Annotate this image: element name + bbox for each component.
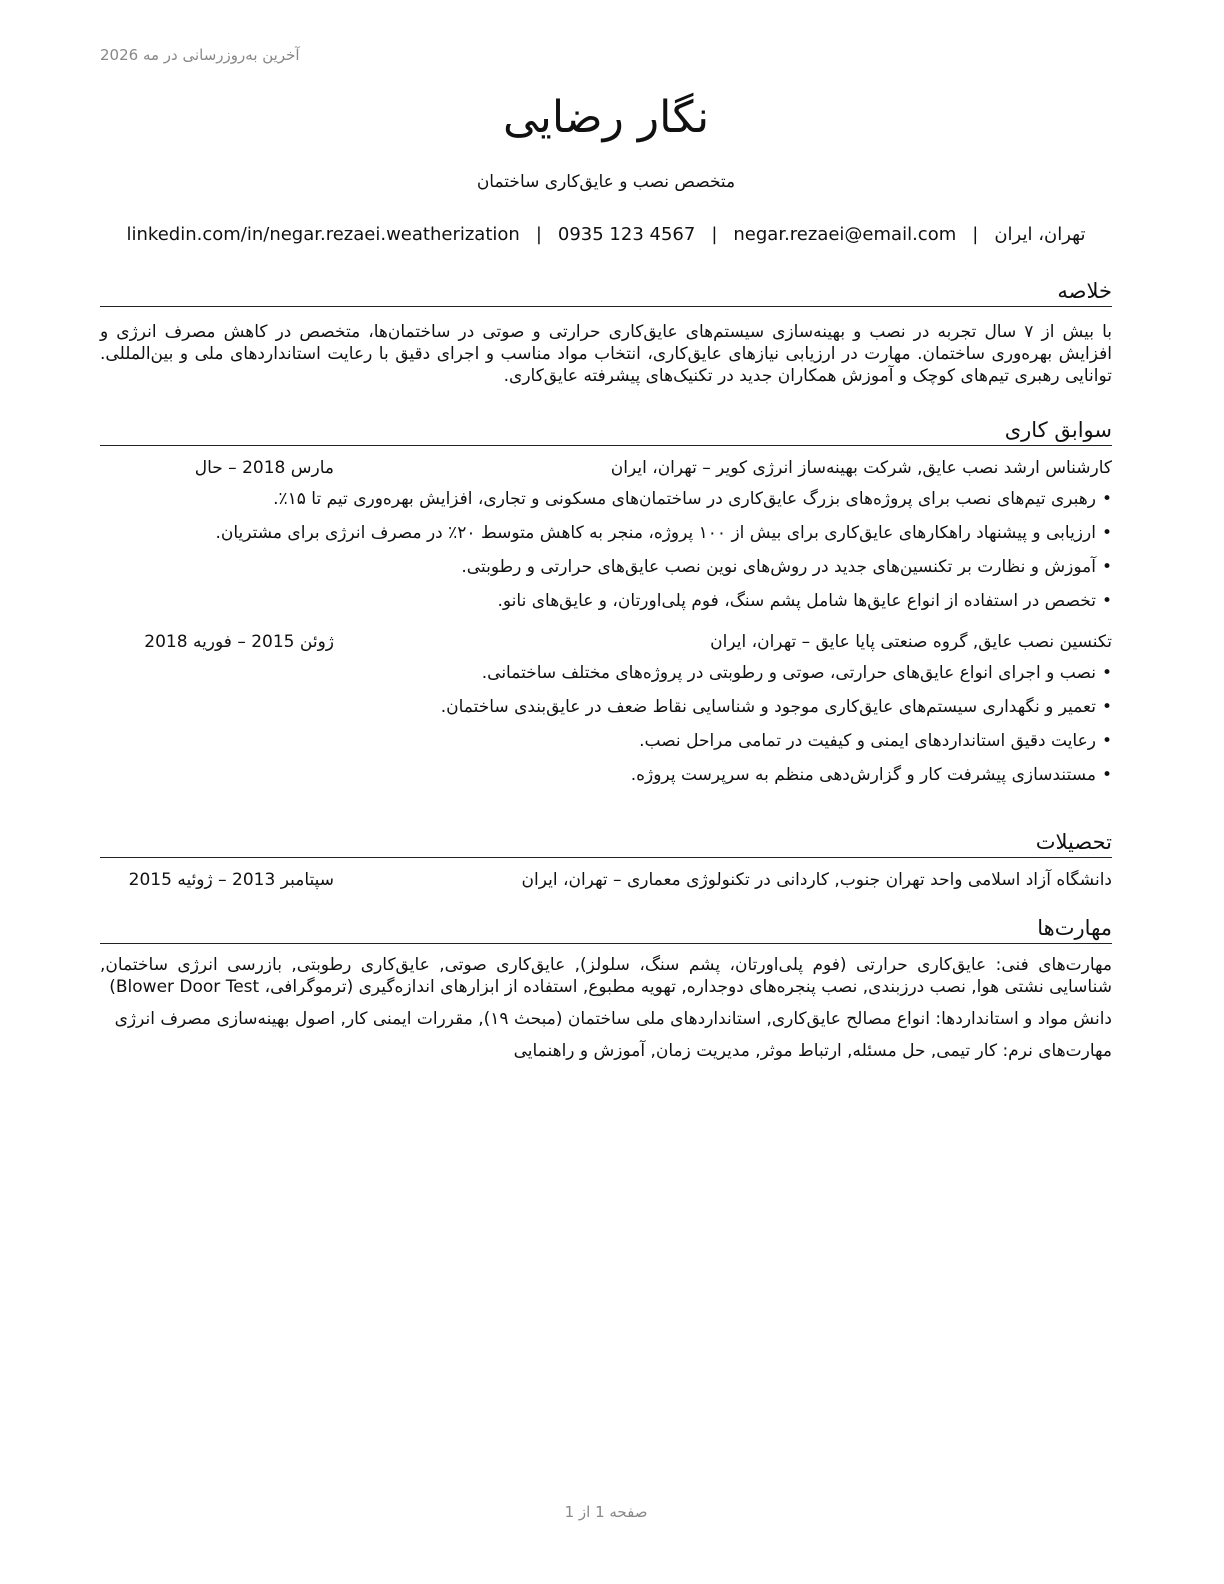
contact-separator: |	[972, 224, 979, 245]
skills-technical: مهارت‌های فنی: عایق‌کاری حرارتی (فوم پلی‌اورتان، پشم سنگ، سلولز), عایق‌کاری صوتی, عایق‌کاری رطوبتی, بازرسی انرژی ساختمان, شناسایی نشتی هوا, نصب درزبندی, نصب پنجره‌های دوجداره, تهویه مطبوع, استفاده از ابزارهای اندازه‌گیری (ترموگرافی، Blower Door Test)	[100, 955, 1112, 997]
job-bullet: •تخصص در استفاده از انواع عایق‌ها شامل پشم سنگ، فوم پلی‌اورتان، و عایق‌های نانو.	[497, 591, 1112, 611]
job-title: تکنسین نصب عایق, گروه صنعتی پایا عایق – تهران، ایران	[710, 632, 1112, 652]
contact-line	[100, 224, 1112, 245]
job-bullet: •رعایت دقیق استانداردهای ایمنی و کیفیت در تمامی مراحل نصب.	[639, 731, 1112, 751]
job-bullet: •مستندسازی پیشرفت کار و گزارش‌دهی منظم به سرپرست پروژه.	[630, 765, 1112, 785]
bullet-icon: •	[1101, 731, 1112, 751]
bullet-icon: •	[1101, 591, 1112, 611]
bullet-icon: •	[1101, 663, 1112, 683]
contact-separator: |	[711, 224, 718, 245]
candidate-name: نگار رضایی	[502, 92, 710, 143]
skills-section	[100, 915, 1112, 1062]
contact-location: تهران، ایران	[994, 224, 1086, 245]
education-entry	[100, 870, 1112, 896]
job-dates: ژوئن 2015 – فوریه 2018	[144, 632, 334, 652]
job-entry	[100, 632, 1112, 786]
last-updated-note: آخرین به‌روزرسانی در مه 2026	[100, 46, 300, 64]
education-heading: تحصیلات	[100, 829, 1112, 858]
candidate-headline: متخصص نصب و عایق‌کاری ساختمان	[476, 172, 736, 192]
job-bullet: •ارزیابی و پیشنهاد راهکارهای عایق‌کاری برای بیش از ۱۰۰ پروژه، منجر به کاهش متوسط ۲۰٪ در مصرف انرژی برای مشتریان.	[215, 523, 1112, 543]
job-bullet: •رهبری تیم‌های نصب برای پروژه‌های بزرگ عایق‌کاری در ساختمان‌های مسکونی و تجاری، افزایش بهره‌وری تیم تا ۱۵٪.	[273, 489, 1112, 509]
contact-linkedin[interactable]: linkedin.com/in/negar.rezaei.weatherization	[126, 224, 520, 245]
bullet-icon: •	[1101, 697, 1112, 717]
experience-section	[100, 417, 1112, 798]
job-header	[100, 458, 1112, 484]
job-bullets	[100, 488, 1112, 612]
skills-heading: مهارت‌ها	[100, 915, 1112, 944]
job-entry	[100, 458, 1112, 612]
job-dates: مارس 2018 – حال	[194, 458, 334, 478]
job-bullet: •تعمیر و نگهداری سیستم‌های عایق‌کاری موجود و شناسایی نقاط ضعف در عایق‌بندی ساختمان.	[440, 697, 1112, 717]
resume-page	[100, 0, 1112, 1584]
skills-soft: مهارت‌های نرم: کار تیمی, حل مسئله, ارتباط موثر, مدیریت زمان, آموزش و راهنمایی	[513, 1041, 1112, 1061]
job-header	[100, 632, 1112, 658]
job-bullets	[100, 662, 1112, 786]
education-dates: سپتامبر 2013 – ژوئیه 2015	[128, 870, 334, 890]
contact-email[interactable]: negar.rezaei@email.com	[733, 224, 957, 245]
bullet-icon: •	[1101, 557, 1112, 577]
bullet-icon: •	[1101, 489, 1112, 509]
bullet-icon: •	[1101, 523, 1112, 543]
summary-section	[100, 278, 1112, 387]
job-bullet: •نصب و اجرای انواع عایق‌های حرارتی، صوتی و رطوبتی در پروژه‌های مختلف ساختمانی.	[481, 663, 1112, 683]
contact-phone[interactable]: 0935 123 4567	[557, 224, 696, 245]
education-title: دانشگاه آزاد اسلامی واحد تهران جنوب, کاردانی در تکنولوژی معماری – تهران، ایران	[521, 870, 1112, 890]
summary-text: با بیش از ۷ سال تجربه در نصب و بهینه‌سازی سیستم‌های عایق‌کاری حرارتی و صوتی در ساختمان‌ها، متخصص در کاهش مصرف انرژی و افزایش بهره‌وری ساختمان. مهارت در ارزیابی نیازهای عایق‌کاری، انتخاب مواد مناسب و اجرای دقیق با رعایت استانداردهای ملی و بین‌المللی. توانایی رهبری تیم‌های کوچک و آموزش همکاران جدید در تکنیک‌های پیشرفته عایق‌کاری.	[100, 322, 1113, 386]
skills-materials: دانش مواد و استانداردها: انواع مصالح عایق‌کاری, استانداردهای ملی ساختمان (مبحث ۱۹), مقررات ایمنی کار, اصول بهینه‌سازی مصرف انرژی	[114, 1009, 1112, 1029]
education-section	[100, 829, 1112, 896]
bullet-icon: •	[1101, 765, 1112, 785]
contact-separator: |	[535, 224, 542, 245]
page-number: صفحه 1 از 1	[564, 1503, 648, 1521]
summary-heading: خلاصه	[100, 278, 1112, 307]
job-title: کارشناس ارشد نصب عایق, شرکت بهینه‌ساز انرژی کویر – تهران، ایران	[610, 458, 1112, 478]
job-bullet: •آموزش و نظارت بر تکنسین‌های جدید در روش‌های نوین نصب عایق‌های حرارتی و رطوبتی.	[461, 557, 1112, 577]
experience-heading: سوابق کاری	[100, 417, 1112, 446]
